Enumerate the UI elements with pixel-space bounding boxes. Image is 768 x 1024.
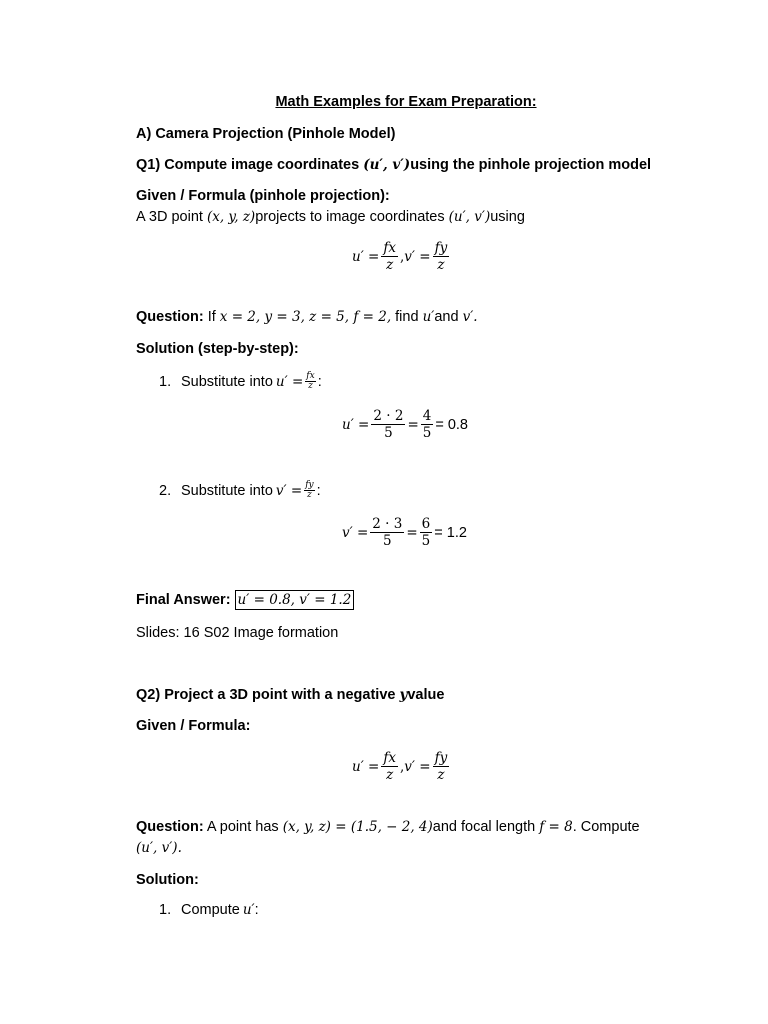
eq1-result: = 0.8: [435, 416, 468, 433]
q1-given-pre: A 3D point: [136, 209, 207, 225]
formula-u-lhs: u′ =: [352, 248, 380, 265]
q1-formula: [352, 240, 451, 273]
q2-formula-v-frac: [433, 750, 450, 783]
step2-number: 2.: [159, 482, 172, 499]
q2-question: [136, 818, 640, 836]
q1-question-mid: find: [391, 309, 423, 325]
q2-step1-text: Compute: [181, 902, 240, 918]
eq1-lhs: u′ =: [342, 416, 370, 433]
q2-formula-u-den: z: [386, 767, 394, 783]
q1-given-math2: (u′, v′): [448, 209, 491, 225]
q2-step1-math: u′: [242, 902, 255, 918]
q2-formula-sep: ,: [400, 758, 405, 775]
q1-step2: [159, 481, 321, 500]
q1-heading-math: (u′, v′): [363, 157, 411, 173]
q2-formula-u-num: fx: [383, 750, 396, 766]
eq2-frac2: [420, 516, 433, 549]
final-answer-label: Final Answer:: [136, 592, 231, 608]
q2-formula-u-lhs: u′ =: [352, 758, 380, 775]
eq1-n1: 2 · 2: [373, 408, 404, 424]
q1-question-v: v′.: [462, 309, 478, 325]
step1-frac-den: z: [308, 381, 313, 391]
section-a-heading: A) Camera Projection (Pinhole Model): [136, 126, 396, 142]
formula-v-num: fy: [434, 240, 448, 256]
eq2-result: = 1.2: [434, 524, 467, 541]
q1-eq2: [342, 516, 467, 549]
formula-u-num: fx: [383, 240, 396, 256]
q1-question-u: u′: [422, 309, 435, 325]
formula-v-lhs: v′ =: [404, 248, 431, 265]
eq1-d2: 5: [422, 425, 432, 441]
eq1-frac1: [371, 408, 405, 441]
q2-question-post: . Compute: [572, 819, 640, 835]
formula-u-den: z: [386, 257, 394, 273]
q1-heading-text-end: using the pinhole projection model: [410, 157, 652, 173]
final-answer-box: u′ = 0.8, v′ = 1.2: [235, 590, 355, 610]
q1-given-label: Given / Formula (pinhole projection):: [136, 188, 390, 204]
q1-step1: [159, 372, 322, 391]
q2-solution-label: Solution:: [136, 872, 199, 888]
q2-heading-math: y: [399, 687, 408, 703]
q2-question-math: (x, y, z) = (1.5, − 2, 4): [282, 819, 433, 835]
step1-frac: [305, 372, 315, 391]
q1-given-post: using: [490, 209, 525, 225]
q1-heading-text: Q1) Compute image coordinates: [136, 157, 364, 173]
step1-text: Substitute into: [181, 373, 273, 390]
q2-formula-v-den: z: [437, 767, 445, 783]
step1-lhs: u′ =: [275, 373, 304, 390]
step1-number: 1.: [159, 373, 172, 390]
q1-heading: [136, 156, 651, 174]
step2-lhs: v′ =: [275, 482, 303, 499]
q1-given-mid: projects to image coordinates: [255, 209, 449, 225]
eq1-d1: 5: [384, 425, 393, 441]
q2-formula-v-lhs: v′ =: [404, 758, 431, 775]
q2-question-pre: A point has: [203, 819, 283, 835]
eq2-d2: 5: [421, 533, 431, 549]
q2-question-label: Question:: [136, 819, 204, 835]
q2-formula-v-num: fy: [434, 750, 448, 766]
q2-heading-text-end: value: [407, 687, 445, 703]
q2-heading: [136, 686, 444, 704]
step1-colon: :: [317, 373, 322, 390]
eq2-d1: 5: [383, 533, 392, 549]
q2-given-label: Given / Formula:: [136, 718, 251, 734]
eq2-frac1: [370, 516, 404, 549]
step1-frac-num: fx: [306, 371, 315, 381]
eq2-equals: =: [406, 524, 418, 541]
step2-frac: [304, 481, 314, 500]
q2-question-f: f = 8: [539, 819, 573, 835]
formula-v-frac: [433, 240, 450, 273]
q2-step1: [159, 902, 259, 918]
q1-question-pre: If: [203, 309, 220, 325]
q2-question-line2: (u′, v′).: [136, 840, 182, 856]
q1-final-answer: [136, 590, 354, 610]
q1-given-math1: (x, y, z): [206, 209, 256, 225]
q1-question-and: and: [434, 309, 463, 325]
eq1-equals: =: [407, 416, 419, 433]
q1-given-text: [136, 208, 525, 226]
eq1-frac2: [421, 408, 434, 441]
q1-question: [136, 308, 478, 326]
eq2-n1: 2 · 3: [372, 516, 403, 532]
q2-heading-text: Q2) Project a 3D point with a negative: [136, 687, 400, 703]
q1-question-math: x = 2, y = 3, z = 5, f = 2,: [219, 309, 392, 325]
step2-text: Substitute into: [181, 482, 273, 499]
q1-slides-ref: Slides: 16 S02 Image formation: [136, 625, 339, 641]
formula-sep: ,: [400, 248, 405, 265]
eq2-lhs: v′ =: [342, 524, 369, 541]
step2-frac-den: z: [307, 490, 312, 500]
q2-formula: [352, 750, 451, 783]
step2-frac-num: fy: [305, 480, 314, 490]
eq1-n2: 4: [422, 408, 432, 424]
q1-solution-label: Solution (step-by-step):: [136, 341, 299, 357]
q2-step1-number: 1.: [159, 902, 172, 918]
page-title: Math Examples for Exam Preparation:: [275, 94, 537, 110]
eq2-n2: 6: [421, 516, 431, 532]
q2-formula-u-frac: [381, 750, 398, 783]
q2-step1-colon: :: [254, 902, 259, 918]
q2-question-mid: and focal length: [432, 819, 540, 835]
step2-colon: :: [316, 482, 321, 499]
q1-eq1: [342, 408, 468, 441]
formula-u-frac: [381, 240, 398, 273]
q1-question-label: Question:: [136, 309, 204, 325]
formula-v-den: z: [437, 257, 445, 273]
